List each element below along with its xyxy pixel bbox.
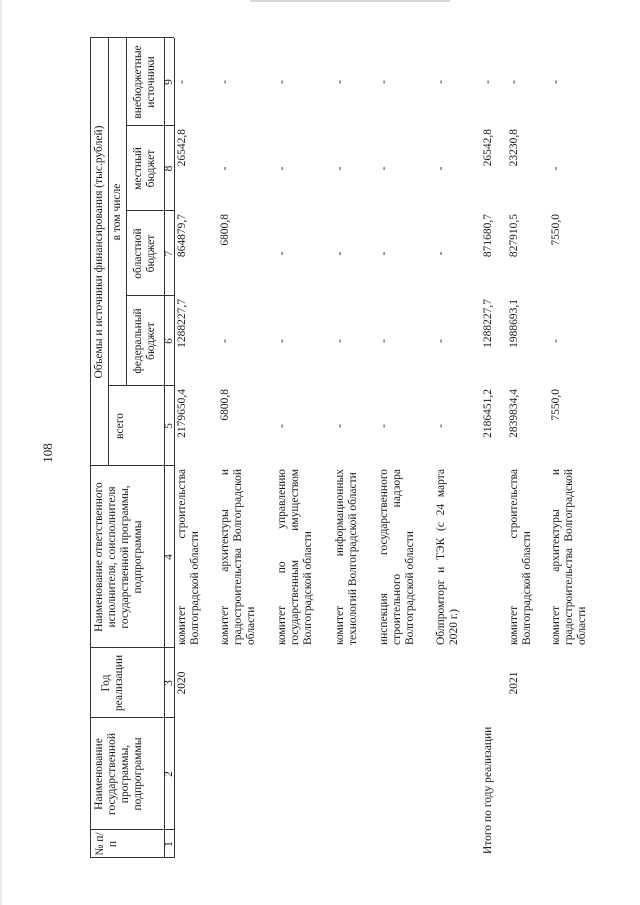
row-local: 26542,8 <box>482 129 494 167</box>
financing-table <box>90 38 640 858</box>
row-executor: комитет строительства Волгоградской области <box>508 469 533 645</box>
row-total: - <box>276 424 288 428</box>
row-year: 2020 <box>176 671 188 695</box>
row-federal: 1288227,7 <box>482 299 494 348</box>
row-extrabudgetary: - <box>219 80 231 84</box>
header-total: всего <box>114 413 126 439</box>
row-extrabudgetary: - <box>482 80 494 84</box>
header-group-line <box>108 38 109 466</box>
column-number: 1 <box>163 841 175 847</box>
row-federal: - <box>334 339 346 343</box>
header-program-name: Наименование государственной программы, подпрограммы <box>93 733 144 815</box>
header-including: в том числе <box>111 183 123 241</box>
row-federal: - <box>435 339 447 343</box>
row-total: 2179650,4 <box>176 389 188 438</box>
row-regional: 871680,7 <box>482 214 494 258</box>
header-funding-group: Объемы и источники финансирования (тыс.рублей) <box>93 125 105 379</box>
row-year: 2021 <box>508 671 520 695</box>
row-executor: Облпромторг и ТЭК (с 24 марта 2020 г.) <box>435 469 460 645</box>
row-extrabudgetary: - <box>176 80 188 84</box>
row-total: - <box>334 424 346 428</box>
column-number: 4 <box>163 554 175 560</box>
row-local: 26542,8 <box>176 129 188 167</box>
row-local: - <box>435 166 447 171</box>
row-executor: комитет информационных технологий Волгоградской области <box>334 469 359 645</box>
header-extrabudgetary: внебюджетные источники <box>132 45 157 119</box>
column-number: 6 <box>163 338 175 344</box>
column-number: 5 <box>163 423 175 429</box>
row-extrabudgetary: - <box>378 80 390 84</box>
row-total: 7550,0 <box>550 389 562 421</box>
column-number: 7 <box>163 250 175 257</box>
row-regional: - <box>435 251 447 256</box>
row-executor: комитет архитектуры и градостроительства Волгоградской области <box>219 469 257 645</box>
header-incl-line <box>126 38 127 386</box>
row-federal: 1288227,7 <box>176 299 188 348</box>
year-total-label: Итого по году реализации <box>482 726 494 854</box>
column-number: 8 <box>163 165 175 172</box>
row-local: - <box>219 166 231 171</box>
row-federal: 1988693,1 <box>508 299 520 348</box>
row-total: 2839834,4 <box>508 389 520 438</box>
row-executor: инспекция государственного строительного надзора Волгоградской области <box>378 469 416 645</box>
header-federal-budget: федеральный бюджет <box>132 308 157 374</box>
row-regional: - <box>378 251 390 256</box>
scan-mark <box>250 0 450 2</box>
row-federal: - <box>276 339 288 343</box>
row-extrabudgetary: - <box>435 80 447 84</box>
row-extrabudgetary: - <box>334 80 346 84</box>
header-year: Год реализации <box>100 654 125 712</box>
row-total: 6800,8 <box>219 389 231 421</box>
row-federal: - <box>378 339 390 343</box>
row-local: - <box>276 166 288 171</box>
header-regional-budget: областной бюджет <box>132 228 157 279</box>
row-extrabudgetary: - <box>550 80 562 84</box>
column-number: 3 <box>163 680 175 686</box>
scan-mark <box>0 0 2 905</box>
row-federal: - <box>550 339 562 343</box>
header-number: № п/п <box>94 832 119 856</box>
row-total: 2186451,2 <box>482 389 494 438</box>
row-local: 23230,8 <box>508 129 520 167</box>
page-number: 108 <box>40 443 55 463</box>
row-local: - <box>550 166 562 171</box>
row-regional: - <box>276 251 288 256</box>
row-federal: - <box>219 339 231 343</box>
header-executor: Наименование ответственного исполнителя, соисполнителя государственной программы, подпрограммы <box>93 482 144 632</box>
row-local: - <box>334 166 346 171</box>
row-regional: 6800,8 <box>219 214 231 246</box>
row-regional: 7550,0 <box>550 214 562 246</box>
row-regional: 864879,7 <box>176 214 188 258</box>
row-extrabudgetary: - <box>508 80 520 84</box>
row-local: - <box>378 166 390 171</box>
column-number: 9 <box>163 79 175 85</box>
row-extrabudgetary: - <box>276 80 288 84</box>
row-regional: 827910,5 <box>508 214 520 258</box>
row-regional: - <box>334 251 346 256</box>
row-executor: комитет строительства Волгоградской области <box>176 469 201 645</box>
row-executor: комитет по управлению государственным имуществом Волгоградской области <box>276 469 314 645</box>
header-local-budget: местный бюджет <box>132 147 157 190</box>
row-total: - <box>378 424 390 428</box>
row-total: - <box>435 424 447 428</box>
column-number: 2 <box>163 771 175 777</box>
row-executor: комитет архитектуры и градостроительства Волгоградской области <box>550 469 588 645</box>
table-top-border <box>90 38 91 858</box>
